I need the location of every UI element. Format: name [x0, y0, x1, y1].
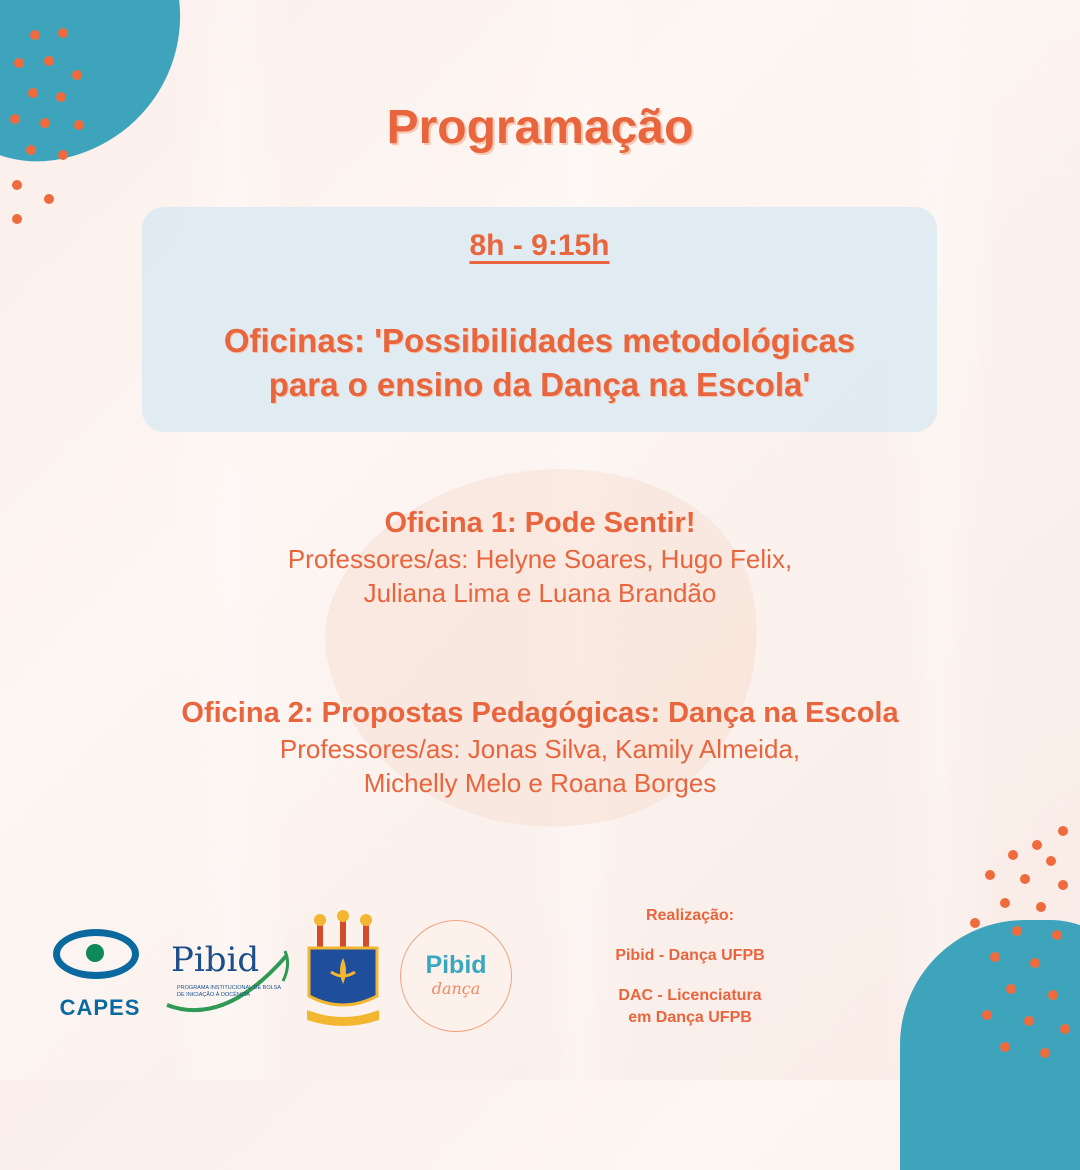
partner-logos: [45, 910, 585, 1030]
workshop-2: [0, 694, 1080, 800]
schedule-time: 8h - 9:15h: [469, 229, 610, 262]
workshops-heading: [142, 319, 937, 407]
workshop-1: [0, 504, 1080, 610]
pibid-logo: [165, 935, 295, 1015]
pibid-logo-text: Pibid: [171, 940, 260, 980]
credits-org: DAC - Licenciatura: [618, 987, 762, 1004]
capes-logo-text: CAPES: [59, 995, 141, 1020]
pibid-danca-subtext: dança: [431, 979, 481, 998]
ufpb-crest: [303, 910, 383, 1030]
pibid-danca-text: Pibid: [425, 951, 487, 979]
capes-logo: [45, 925, 155, 1025]
credits-org: em Dança UFPB: [628, 1009, 752, 1026]
pibid-logo-subtitle: PROGRAMA INSTITUCIONAL DE BOLSA DE INICIAÇÃO À DOCÊNCIA: [177, 985, 281, 998]
workshop-teachers: Professores/as: Jonas Silva, Kamily Almeida,: [279, 734, 801, 764]
ufpb-crest-icon: [303, 910, 383, 1030]
schedule-panel: [142, 207, 937, 432]
credits-label: Realização:: [645, 907, 735, 924]
pibid-danca-logo: [400, 920, 512, 1032]
workshop-teachers: Juliana Lima e Luana Brandão: [363, 578, 717, 608]
capes-dot-icon: [86, 944, 104, 962]
credits-org: Pibid - Dança UFPB: [615, 947, 765, 964]
credits: [560, 905, 820, 1047]
workshops-heading-line: Oficinas: 'Possibilidades metodológicas: [223, 322, 856, 359]
workshop-teachers: Michelly Melo e Roana Borges: [363, 768, 717, 798]
workshop-teachers: Professores/as: Helyne Soares, Hugo Felix,: [287, 544, 793, 574]
page-title: Programação: [386, 101, 694, 154]
workshop-name: Oficina 1: Pode Sentir!: [384, 507, 696, 539]
workshop-name: Oficina 2: Propostas Pedagógicas: Dança na Escola: [181, 697, 899, 729]
background-blob: [297, 429, 792, 871]
workshops-heading-line: para o ensino da Dança na Escola': [268, 366, 811, 403]
